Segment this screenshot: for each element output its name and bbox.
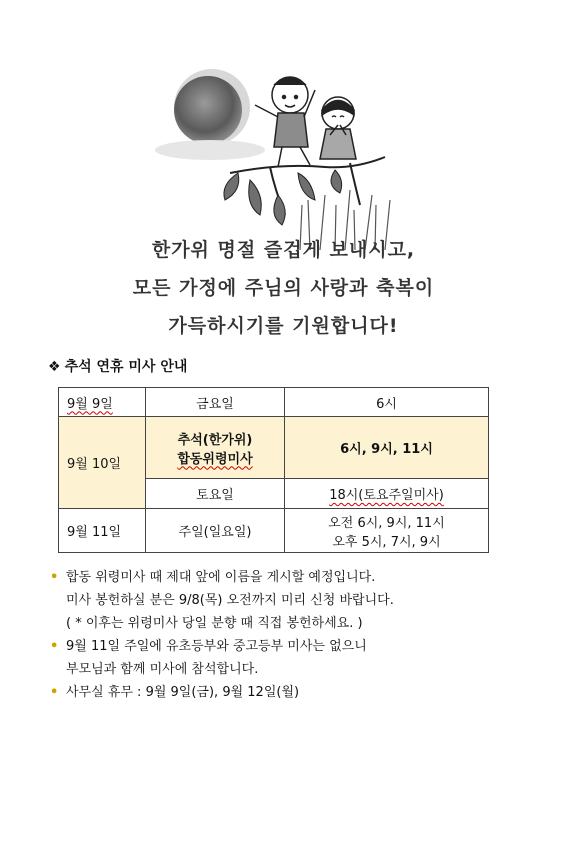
- date-cell: 9월 10일: [59, 417, 146, 509]
- moon-icon: [155, 69, 265, 160]
- note-continuation: 미사 봉헌하실 분은 9/8(목) 오전까지 미리 신청 바랍니다.: [66, 593, 394, 608]
- day-cell: 주일(일요일): [146, 509, 285, 553]
- day-cell: [146, 417, 285, 479]
- note-item: • 사무실 휴무 : 9월 9일(금), 9월 12일(월): [50, 681, 394, 704]
- greeting-line-3: 가득하시기를 기원합니다!: [168, 315, 399, 337]
- note-continuation: ( * 이후는 위령미사 당일 분향 때 직접 봉헌하세요. ): [66, 616, 363, 631]
- times-cell: 18시(토요주일미사): [285, 479, 489, 509]
- greeting-line-1: 한가위 명절 즐겁게 보내시고,: [151, 239, 416, 261]
- mass-schedule-table: [58, 387, 489, 553]
- bullet-icon: •: [50, 685, 59, 700]
- date-cell: 9월 9일: [59, 388, 146, 417]
- table-row: [59, 388, 489, 417]
- girl-icon: [320, 97, 356, 159]
- day-cell: 금요일: [146, 388, 285, 417]
- section-heading: [48, 356, 187, 376]
- times-line: 오전 6시, 9시, 11시: [328, 515, 445, 531]
- bullet-icon: •: [50, 639, 59, 654]
- date-cell: 9월 11일: [59, 509, 146, 553]
- note-continuation: 부모님과 함께 미사에 참석합니다.: [66, 662, 259, 677]
- times-line: 오후 5시, 7시, 9시: [332, 534, 441, 550]
- table-row: [59, 509, 489, 553]
- chuseok-illustration: [150, 55, 400, 250]
- diamond-bullet-icon: ❖: [48, 359, 61, 375]
- note-item: • 합동 위령미사 때 제대 앞에 이름을 게시할 예정입니다.: [50, 566, 394, 589]
- times-cell: [285, 509, 489, 553]
- leaves-icon: [224, 170, 342, 225]
- section-title: 추석 연휴 미사 안내: [64, 359, 188, 375]
- bullet-icon: •: [50, 570, 59, 585]
- day-cell: 토요일: [146, 479, 285, 509]
- table-row: [59, 417, 489, 479]
- times-cell: 6시: [285, 388, 489, 417]
- note-item: • 9월 11일 주일에 유초등부와 중고등부 미사는 없으니: [50, 635, 394, 658]
- notes-list: [50, 566, 394, 704]
- boy-icon: [255, 77, 315, 167]
- day-cell-line: 추석(한가위): [177, 432, 253, 448]
- greeting-line-2: 모든 가정에 주님의 사랑과 축복이: [132, 277, 435, 299]
- times-cell: 6시, 9시, 11시: [285, 417, 489, 479]
- day-cell-line: 합동위령미사: [177, 451, 253, 467]
